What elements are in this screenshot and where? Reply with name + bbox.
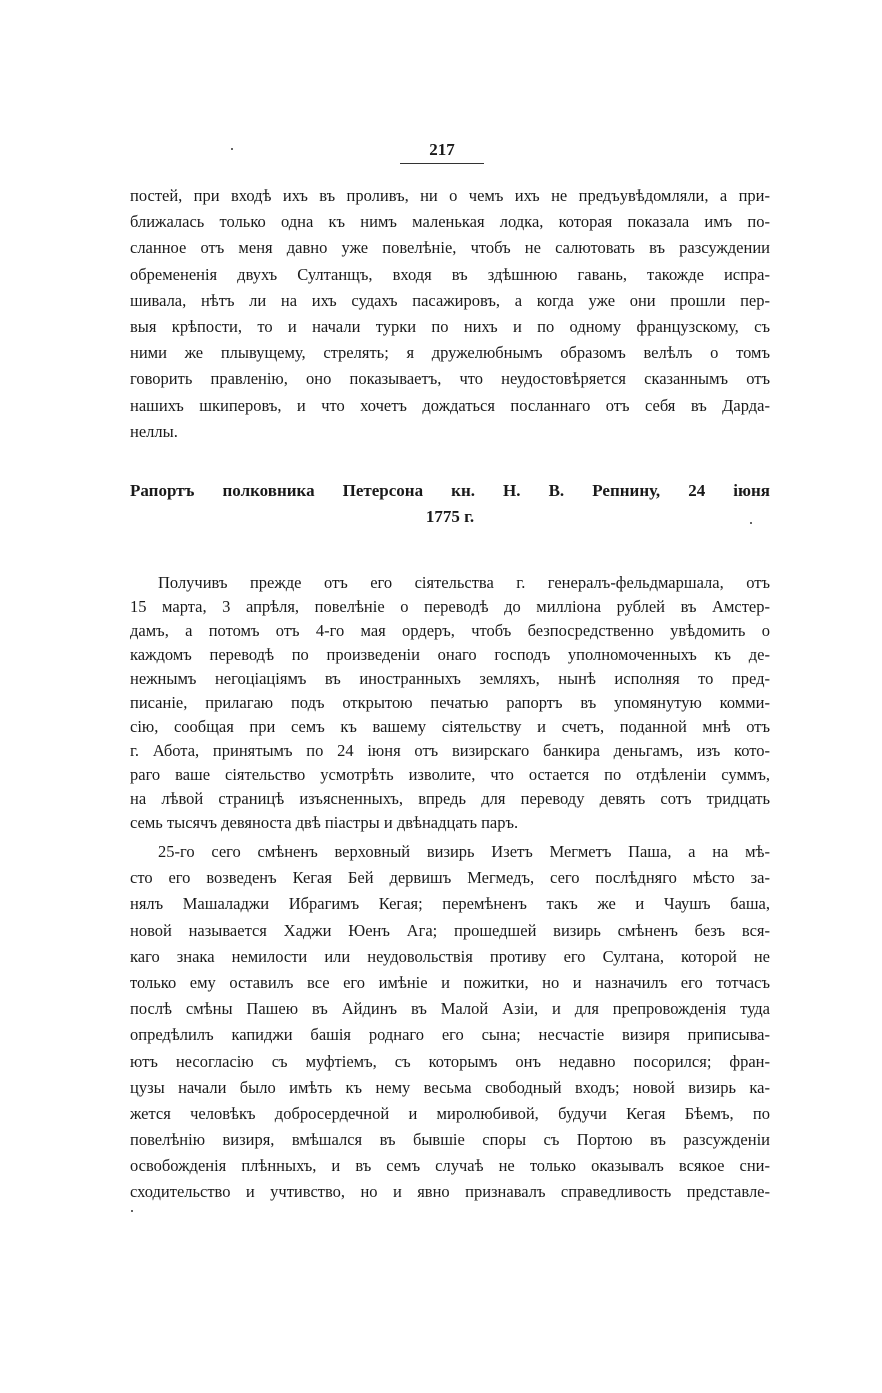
text-line: каждомъ переводѣ по произведеніи онаго господъ уполномоченныхъ къ де- — [130, 645, 770, 664]
text-line: жется человѣкъ добросердечной и миролюбивой, будучи Кегая Бѣемъ, по — [130, 1103, 770, 1123]
page-number-rule — [400, 163, 484, 164]
page-number: 217 — [429, 140, 455, 159]
text-line: сланное отъ меня давно уже повелѣніе, чтобъ не салютовать въ разсуждении — [130, 238, 770, 258]
text-line: постей, при входѣ ихъ въ проливъ, ни о чемъ ихъ не предъувѣдомляли, а при- — [130, 186, 770, 205]
paragraph-report-body — [130, 571, 770, 835]
text-line: нашихъ шкиперовъ, и что хочетъ дождаться посланнаго отъ себя въ Дарда- — [130, 395, 770, 415]
text-line: освобожденія плѣнныхъ, и въ семъ случаѣ не только оказывалъ всякое сни- — [130, 1156, 770, 1176]
paragraph-continued — [130, 183, 770, 445]
text-line: нялъ Машаладжи Ибрагимъ Кегая; перемѣненъ такъ же и Чаушъ баша, — [130, 894, 770, 914]
text-line: неллы. — [130, 421, 178, 441]
text-line: раго ваше сіятельство усмотрѣть изволите, что остается по отдѣленіи суммъ, — [130, 765, 770, 784]
text-line: говорить правленію, оно показываетъ, что неудостовѣряется сказаннымъ отъ — [130, 369, 770, 389]
text-line: 25-го сего смѣненъ верховный визирь Изетъ Мегметъ Паша, а на мѣ- — [158, 842, 770, 861]
text-line: сходительство и учтивство, но и явно признавалъ справедливость представле- — [130, 1182, 770, 1202]
text-line: цузы начали было имѣть къ нему весьма свободный входъ; новой визирь ка- — [130, 1077, 770, 1097]
paragraph-vizier-change — [130, 839, 770, 1206]
text-line: новой называется Хаджи Юенъ Ага; прошедшей визирь смѣненъ безъ вся- — [130, 920, 770, 940]
text-line: шивала, нѣтъ ли на ихъ судахъ пасажировъ, а когда уже они прошли пер- — [130, 290, 770, 310]
text-line: только ему оставилъ все его имѣніе и пожитки, но и назначилъ его тотчасъ — [130, 972, 770, 992]
text-line: ютъ несогласію съ муфтіемъ, съ которымъ онъ недавно посорился; фран- — [130, 1051, 770, 1071]
text-line: обремененія двухъ Султанщъ, входя въ здѣшнюю гавань, такожде испра- — [130, 264, 770, 284]
text-line: опредѣлилъ капиджи башія роднаго его сына; несчастіе визиря приписыва- — [130, 1025, 770, 1045]
section-heading — [130, 478, 770, 530]
text-line: сто его возведенъ Кегая Бей дервишъ Мегмедъ, сего послѣдняго мѣсто за- — [130, 868, 770, 888]
text-line: ними же плывущему, стрелять; я дружелюбнымъ образомъ велѣлъ о томъ — [130, 343, 770, 363]
text-line: сію, сообщая при семъ къ вашему сіятельству и счетъ, поданной мнѣ отъ — [130, 717, 770, 736]
text-line: г. Абота, принятымъ по 24 іюня отъ визирскаго банкира деньгамъ, изъ кото- — [130, 741, 770, 760]
text-line: послѣ смѣны Пашею въ Айдинъ въ Малой Азіи, и для препровожденія туда — [130, 999, 770, 1019]
text-line: повелѣнію визиря, вмѣшался въ бывшіе споры съ Портою въ разсужденіи — [130, 1130, 770, 1150]
text-line: ближалась только одна къ нимъ маленькая лодка, которая показала имъ по- — [130, 212, 770, 232]
text-line: 15 марта, 3 апрѣля, повелѣніе о переводѣ до милліона рублей въ Амстер- — [130, 597, 770, 616]
text-line: на лѣвой страницѣ изъясненныхъ, впредь для переводу девять сотъ тридцать — [130, 789, 770, 808]
text-line: Получивъ прежде отъ его сіятельства г. генералъ-фельдмаршала, отъ — [158, 573, 770, 592]
heading-line: 1775 г. — [425, 507, 475, 527]
text-line: дамъ, а потомъ отъ 4-го мая ордеръ, чтобъ безпосредственно увѣдомить о — [130, 621, 770, 640]
text-line: писаніе, прилагаю подъ открытою печатью рапортъ въ упомянутую комми- — [130, 693, 770, 712]
text-line: семь тысячъ девяноста двѣ піастры и двѣнадцать паръ. — [130, 813, 519, 832]
text-line: выя крѣпости, то и начали турки по нихъ и по одному французскому, съ — [130, 316, 770, 336]
heading-line: Рапортъ полковника Петерсона кн. Н. В. Репнину, 24 іюня — [130, 481, 770, 500]
text-line: нежнымъ негоціаціямъ въ иностранныхъ земляхъ, нынѣ исполняя то пред- — [130, 669, 770, 688]
text-line: каго знака немилости или неудовольствія противу его Султана, которой не — [130, 946, 770, 966]
scan-speck — [231, 148, 233, 150]
scan-speck — [131, 1210, 133, 1212]
